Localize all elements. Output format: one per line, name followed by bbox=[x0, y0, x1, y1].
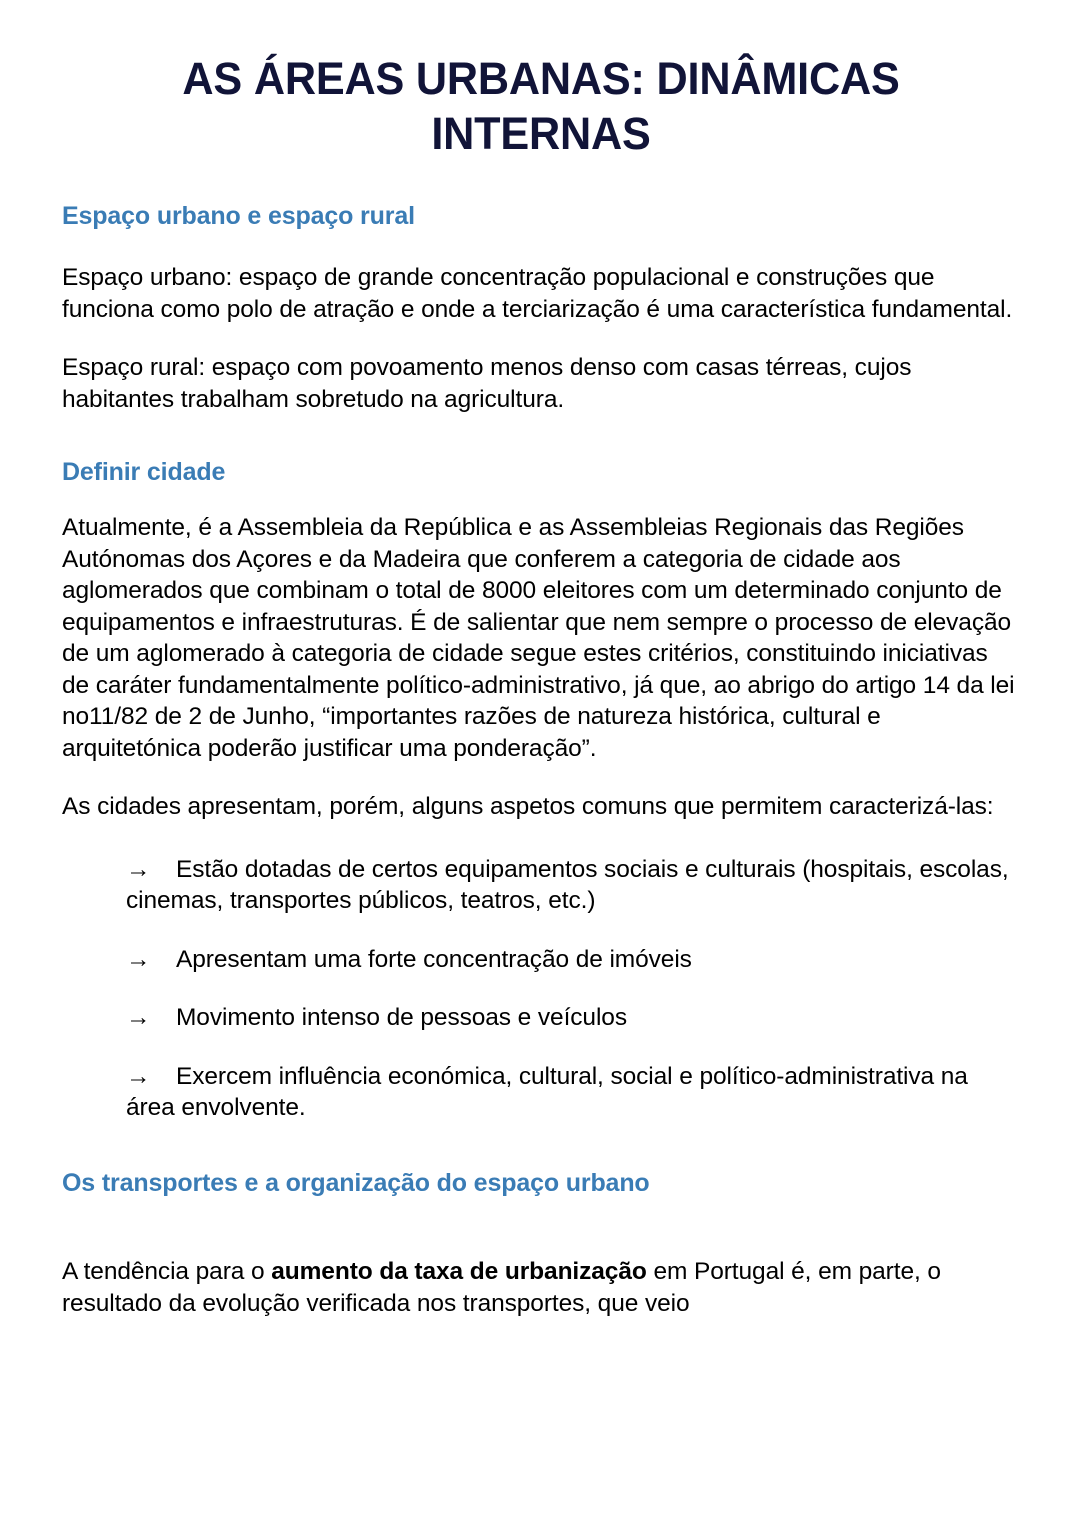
list-item-label: Estão dotadas de certos equipamentos sociais e culturais (hospitais, escolas, cinemas, transportes públicos, teatros, etc.) bbox=[126, 855, 1009, 915]
arrow-right-icon: → bbox=[126, 1004, 151, 1032]
arrow-right-icon: → bbox=[126, 945, 151, 973]
list-item bbox=[62, 1002, 1020, 1034]
document-content bbox=[62, 0, 1020, 1319]
list-item-label: Exercem influência económica, cultural, social e político-administrativa na área envolvente. bbox=[126, 1062, 968, 1122]
page-title-line-2: INTERNAS bbox=[431, 107, 651, 159]
page-title bbox=[81, 0, 1001, 162]
paragraph-espaco-urbano: Espaço urbano: espaço de grande concentração populacional e construções que funciona como polo de atração e onde a terciarização é uma característica fundamental. bbox=[62, 264, 1013, 323]
arrow-right-icon: → bbox=[126, 855, 151, 883]
list-item-label: Apresentam uma forte concentração de imóveis bbox=[176, 945, 692, 973]
arrow-right-icon: → bbox=[126, 1062, 151, 1090]
paragraph-definir-cidade-criterios: Atualmente, é a Assembleia da República e as Assembleias Regionais das Regiões Autónomas dos Açores e da Madeira que conferem a categoria de cidade aos aglomerados que combinam o total de 8000 eleitores com um determinado conjunto de equipamentos e infraestruturas. É de salientar que nem sempre o processo de elevação de um aglomerado à categoria de cidade segue estes critérios, constituindo iniciativas de caráter fundamentalmente político-administrativo, já que, ao abrigo do artigo 14 da lei no11/82 de 2 de Junho, “importantes razões de natureza histórica, cultural e arquitetónica poderão justificar uma ponderação”. bbox=[62, 514, 1015, 762]
paragraph-bold-phrase: aumento da taxa de urbanização bbox=[271, 1258, 647, 1286]
list-item bbox=[62, 1061, 1020, 1124]
paragraph-text-part-1: A tendência para o bbox=[62, 1258, 272, 1286]
paragraph-aspetos-comuns: As cidades apresentam, porém, alguns aspetos comuns que permitem caracterizá-las: bbox=[62, 793, 994, 821]
caracteristicas-cidade-list bbox=[62, 823, 1020, 1124]
page-title-line-1: AS ÁREAS URBANAS: DINÂMICAS bbox=[182, 53, 900, 104]
section-heading-definir-cidade: Definir cidade bbox=[62, 458, 226, 487]
paragraph-espaco-rural: Espaço rural: espaço com povoamento menos denso com casas térreas, cujos habitantes trabalham sobretudo na agricultura. bbox=[62, 354, 912, 413]
section-heading-espaco-urbano-e-rural: Espaço urbano e espaço rural bbox=[62, 201, 415, 230]
list-item-label: Movimento intenso de pessoas e veículos bbox=[176, 1004, 627, 1032]
list-item bbox=[62, 854, 1020, 917]
list-item bbox=[62, 944, 1020, 976]
section-heading-transportes-organizacao: Os transportes e a organização do espaço urbano bbox=[62, 1168, 650, 1197]
paragraph-text-part-2: em Portugal é, em parte, o resultado da evolução verificada nos transportes, que veio bbox=[62, 1258, 941, 1317]
paragraph-tendencia-urbanizacao bbox=[62, 1199, 1020, 1319]
